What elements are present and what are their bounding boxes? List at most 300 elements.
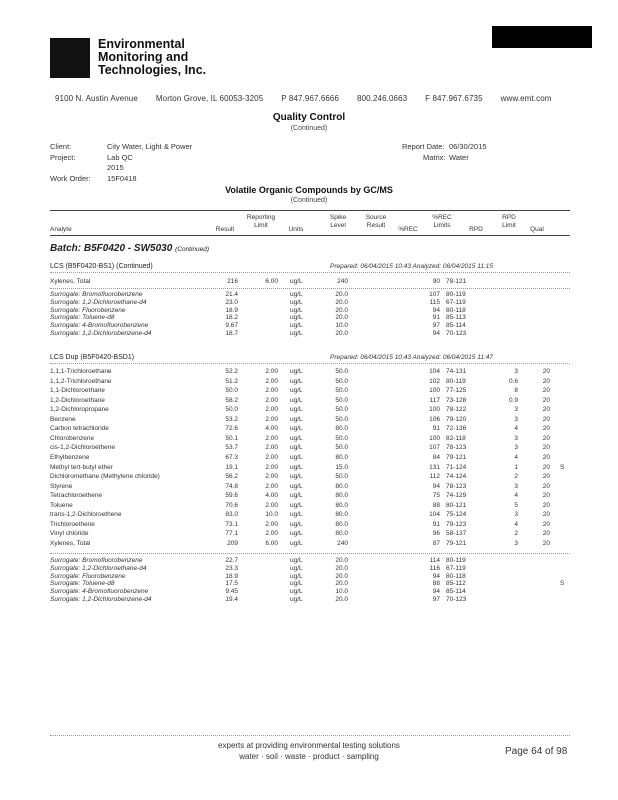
section-title: Volatile Organic Compounds by GC/MS	[225, 185, 393, 195]
lcsd-cell-rpd: 4	[514, 492, 518, 500]
lcs-surrogate-cell-rec: 115	[429, 298, 440, 306]
project-value: Lab QC	[107, 153, 133, 162]
lcsd-cell-analyte: Trichloroethene	[50, 520, 95, 528]
lcs-surrogate-cell-spike: 20.0	[335, 291, 348, 298]
lcsd-cell-spike: 50.0	[335, 377, 348, 385]
lcsd-surrogate-cell-spike: 20.0	[335, 596, 348, 603]
lcsd-row	[50, 530, 570, 539]
lcsd-cell-result: 67.3	[225, 453, 238, 461]
lcsd-row	[50, 492, 570, 501]
lcs-cell-analyte: Xylenes, Total	[50, 278, 91, 285]
lcsd-cell-limits: 77-125	[446, 387, 467, 395]
lcsd-cell-rl: 2.00	[265, 501, 278, 509]
lcsd-cell-rl: 4.00	[265, 492, 278, 500]
lcsd-cell-rl: 2.00	[265, 368, 278, 375]
lcsd-surrogate-cell-units: ug/L	[290, 564, 303, 572]
lcsd-cell-spike: 80.0	[335, 453, 348, 461]
lcs-surrogate-cell-analyte: Surrogate: 1,2-Dichlorobenzene-d4	[50, 330, 152, 337]
lcsd-surrogate-cell-units: ug/L	[290, 580, 303, 588]
lcsd-surrogate-cell-units: ug/L	[290, 588, 303, 596]
lcs-surrogate-cell-result: 18.9	[225, 306, 238, 314]
lcsd-cell-rec: 107	[429, 444, 440, 452]
lcsd-surrogate-cell-rec: 116	[429, 564, 440, 572]
header-rule-top	[50, 210, 570, 211]
lcs-surrogate-cell-rec: 107	[429, 291, 440, 298]
lcsd-cell-units: ug/L	[290, 415, 303, 423]
batch-title: Batch: B5F0420 - SW5030 (Continued)	[50, 243, 210, 254]
lcsd-cell-units: ug/L	[290, 530, 303, 538]
lcs-rule	[50, 272, 570, 273]
lcsd-cell-rpdl: 20	[542, 368, 550, 375]
lcsd-cell-limits: 82-118	[446, 434, 466, 442]
lcs-cell-units: ug/L	[290, 278, 303, 285]
lcsd-cell-analyte: Carbon tetrachloride	[50, 425, 109, 433]
lcsd-cell-spike: 50.0	[335, 434, 348, 442]
lcsd-cell-units: ug/L	[290, 425, 303, 433]
lcsd-cell-limits: 74-124	[446, 473, 467, 481]
footer-tagline: experts at providing environmental testing solutions	[218, 741, 400, 750]
lcsd-cell-result: 53.7	[225, 444, 238, 452]
lcsd-cell-rpdl: 20	[542, 511, 550, 519]
lcsd-surrogate-cell-rec: 114	[429, 557, 440, 564]
lcsd-cell-analyte: 1,1-Dichloroethane	[50, 387, 105, 395]
lcsd-surrogate-cell-result: 19.4	[225, 596, 238, 603]
lcsd-cell-units: ug/L	[290, 387, 303, 395]
lcsd-surrogate-cell-spike: 20.0	[335, 557, 348, 564]
lcsd-cell-result: 77.1	[225, 530, 238, 538]
lcsd-surrogate-cell-result: 23.3	[225, 564, 238, 572]
lcsd-surrogate-row	[50, 596, 570, 605]
address-line: 9100 N. Austin Avenue Morton Grove, IL 60053-3205 P 847.967.6666 800.246.0663 F 847.967.6735 www.emt.com	[55, 94, 552, 103]
lcsd-cell-spike: 80.0	[335, 501, 348, 509]
lcsd-cell-rec: 112	[429, 473, 440, 481]
lcsd-surrogate-cell-limits: 80-119	[446, 557, 466, 564]
lcsd-surrogate-cell-spike: 20.0	[335, 564, 348, 572]
lcsd-cell-analyte: 1,1,1-Trichloroethane	[50, 368, 112, 375]
lcsd-cell-limits: 74-131	[446, 368, 467, 375]
lcs-surrogate-cell-limits: 67-119	[446, 298, 466, 306]
lcsd-cell-limits: 72-136	[446, 425, 467, 433]
lcsd-cell-limits: 79-120	[446, 415, 467, 423]
lcsd-surrogate-cell-rec: 94	[432, 572, 440, 580]
lcsd-surrogate-cell-units: ug/L	[290, 557, 303, 564]
lcsd-cell-rpdl: 20	[542, 501, 550, 509]
lcsd-cell-rl: 2.00	[265, 530, 278, 538]
lcs-surrogate-cell-spike: 20.0	[335, 314, 348, 322]
lcsd-cell-rpdl: 20	[542, 425, 550, 433]
col-rec-limits: %REC Limits	[432, 214, 452, 229]
lcs-surrogate-cell-limits: 85-114	[446, 322, 466, 330]
lcs-cell-rl: 6.00	[265, 278, 278, 285]
lcsd-cell-result: 51.2	[225, 377, 238, 385]
lcs-surrogate-cell-spike: 20.0	[335, 330, 348, 337]
col-reporting-limit: Reporting Limit	[246, 214, 276, 229]
lcsd-cell-spike: 50.0	[335, 368, 348, 375]
lcsd-cell-spike: 50.0	[335, 387, 348, 395]
lcs-surrogate-row	[50, 330, 570, 339]
lcs-surrogate-rule	[50, 288, 570, 289]
lcsd-cell-result: 53.2	[225, 415, 238, 423]
lcsd-cell-rl: 2.00	[265, 482, 278, 490]
lcsd-cell-rpdl: 20	[542, 415, 550, 423]
lcsd-cell-rpd: 2	[514, 473, 518, 481]
lcsd-cell-rpd: 4	[514, 453, 518, 461]
lcsd-cell-rl: 2.00	[265, 520, 278, 528]
lcs-surrogate-cell-spike: 10.0	[335, 322, 348, 330]
lcs-surrogate-cell-limits: 85-113	[446, 314, 466, 322]
lcs-surrogate-cell-result: 18.2	[225, 314, 238, 322]
section-continued: (Continued)	[290, 197, 328, 204]
footer-services: water · soil · waste · product · sampling	[239, 752, 379, 761]
work-order-value: 15F0418	[107, 174, 137, 183]
lcsd-cell-rl: 2.00	[265, 453, 278, 461]
company-logo	[50, 38, 90, 78]
lcsd-cell-rec: 91	[432, 425, 440, 433]
lcsd-cell-rpdl: 20	[542, 539, 550, 547]
lcsd-surrogate-cell-limits: 67-119	[446, 564, 466, 572]
lcsd-cell-limits: 73-128	[446, 396, 467, 404]
lcs-surrogate-cell-result: 21.4	[225, 291, 238, 298]
lcsd-cell-rec: 100	[429, 406, 440, 414]
lcsd-cell-limits: 79-121	[446, 453, 467, 461]
lcsd-cell-limits: 80-119	[446, 377, 466, 385]
lcsd-cell-result: 73.1	[225, 520, 238, 528]
lcsd-cell-rpd: 5	[514, 501, 518, 509]
lcsd-cell-result: 52.2	[225, 368, 238, 375]
lcsd-cell-analyte: trans-1,2-Dichloroethene	[50, 511, 122, 519]
lcsd-cell-rpd: 8	[514, 387, 518, 395]
lcs-surrogate-cell-rec: 97	[432, 322, 440, 330]
lcsd-surrogate-cell-analyte: Surrogate: Bromofluorobenzene	[50, 557, 143, 564]
col-qualifier: Qual	[530, 226, 544, 233]
lcs-surrogate-cell-rec: 94	[432, 330, 440, 337]
lcsd-cell-limits: 74-129	[446, 492, 467, 500]
lcsd-cell-units: ug/L	[290, 406, 303, 414]
lcsd-cell-limits: 79-121	[446, 539, 467, 547]
lcsd-cell-rpd: 4	[514, 425, 518, 433]
lcsd-cell-analyte: cis-1,2-Dichloroethene	[50, 444, 116, 452]
lcsd-cell-rpd: 3	[514, 444, 518, 452]
lcsd-cell-limits: 78-123	[446, 482, 467, 490]
lcsd-cell-rec: 75	[432, 492, 440, 500]
lcsd-cell-result: 70.6	[225, 501, 238, 509]
lcs-cell-rec: 90	[432, 278, 440, 285]
lcsd-surrogate-cell-limits: 70-123	[446, 596, 467, 603]
lcsd-surrogate-cell-result: 9.45	[225, 588, 238, 596]
lcsd-surrogate-cell-spike: 20.0	[335, 572, 348, 580]
lcsd-cell-spike: 50.0	[335, 406, 348, 414]
lcsd-surrogate-cell-result: 17.5	[225, 580, 238, 588]
lcsd-cell-result: 56.2	[225, 473, 238, 481]
lcsd-cell-rpd: 3	[514, 511, 518, 519]
client-label: Client:	[50, 142, 72, 151]
lcsd-cell-analyte: 1,2-Dichloroethane	[50, 396, 105, 404]
col-rec: %REC	[398, 226, 418, 233]
lcs-surrogate-cell-spike: 20.0	[335, 306, 348, 314]
lcsd-cell-result: 50.0	[225, 387, 238, 395]
lcsd-cell-spike: 80.0	[335, 482, 348, 490]
lcsd-cell-limits: 80-121	[446, 501, 467, 509]
page-number: Page 64 of 98	[505, 746, 568, 757]
lcsd-surrogate-cell-analyte: Surrogate: 4-Bromofluorobenzene	[50, 588, 149, 596]
lcsd-cell-rpd: 0.9	[508, 396, 518, 404]
lcsd-cell-rec: 84	[432, 453, 440, 461]
lcs-surrogate-cell-analyte: Surrogate: Bromofluorobenzene	[50, 291, 143, 298]
lcsd-cell-spike: 50.0	[335, 396, 348, 404]
lcsd-cell-rpdl: 20	[542, 482, 550, 490]
client-value: City Water, Light & Power	[107, 142, 193, 151]
lcsd-cell-units: ug/L	[290, 482, 303, 490]
lcsd-cell-rec: 96	[432, 530, 440, 538]
lcsd-cell-result: 19.1	[225, 463, 238, 471]
lcsd-cell-rec: 100	[429, 387, 440, 395]
lcs-surrogate-cell-units: ug/L	[290, 314, 303, 322]
lcsd-cell-rpdl: 20	[542, 434, 550, 442]
lcsd-row	[50, 464, 570, 473]
lcsd-cell-rpdl: 20	[542, 463, 550, 471]
lcsd-cell-rec: 100	[429, 434, 440, 442]
lcsd-cell-units: ug/L	[290, 463, 303, 471]
lcsd-surrogate-cell-limits: 80-118	[446, 572, 466, 580]
lcsd-cell-rl: 6.00	[265, 539, 278, 547]
lcs-surrogate-cell-units: ug/L	[290, 291, 303, 298]
lcsd-cell-limits: 71-124	[446, 463, 467, 471]
lcs-surrogate-cell-limits: 80-118	[446, 306, 466, 314]
lcsd-cell-rl: 4.00	[265, 425, 278, 433]
lcs-surrogate-cell-analyte: Surrogate: Toluene-d8	[50, 314, 115, 322]
lcsd-row	[50, 502, 570, 511]
lcsd-cell-result: 209	[227, 539, 238, 547]
lcsd-surrogate-cell-units: ug/L	[290, 572, 303, 580]
lcsd-surrogate-cell-spike: 10.0	[335, 588, 348, 596]
lcsd-rule	[50, 363, 570, 364]
lcsd-cell-units: ug/L	[290, 473, 303, 481]
lcsd-cell-result: 59.6	[225, 492, 238, 500]
lcs-surrogate-cell-units: ug/L	[290, 298, 303, 306]
lcsd-cell-rl: 2.00	[265, 415, 278, 423]
lcsd-row	[50, 425, 570, 434]
lcsd-cell-rl: 2.00	[265, 434, 278, 442]
lcsd-row	[50, 511, 570, 520]
lcsd-cell-rpd: 0.6	[508, 377, 518, 385]
lcsd-surrogate-cell-units: ug/L	[290, 596, 303, 603]
lcsd-cell-analyte: Toluene	[50, 501, 73, 509]
lcsd-cell-units: ug/L	[290, 539, 303, 547]
lcsd-cell-rpd: 3	[514, 415, 518, 423]
report-continued: (Continued)	[290, 125, 328, 132]
lcsd-row	[50, 483, 570, 492]
lcsd-cell-rl: 2.00	[265, 444, 278, 452]
lcs-surrogate-cell-result: 18.7	[225, 330, 238, 337]
lcsd-cell-rl: 2.00	[265, 387, 278, 395]
lcsd-cell-analyte: Benzene	[50, 415, 76, 423]
lcsd-cell-analyte: Chlorobenzene	[50, 434, 95, 442]
lcs-surrogate-cell-limits: 70-123	[446, 330, 467, 337]
header-rule-bottom	[50, 235, 570, 236]
lcs-surrogate-cell-result: 9.67	[225, 322, 238, 330]
lcsd-cell-result: 50.0	[225, 406, 238, 414]
lcsd-cell-limits: 75-124	[446, 511, 467, 519]
lcsd-cell-result: 74.8	[225, 482, 238, 490]
lcsd-cell-rpd: 3	[514, 482, 518, 490]
lcsd-cell-rl: 2.00	[265, 463, 278, 471]
lcsd-surrogate-rule	[50, 553, 570, 554]
lcs-prepared: Prepared: 06/04/2015 10:43 Analyzed: 06/04/2015 11:15	[330, 263, 493, 270]
lcsd-cell-rec: 117	[429, 396, 440, 404]
lcsd-cell-rec: 106	[429, 415, 440, 423]
lcsd-cell-rec: 94	[432, 482, 440, 490]
project-year: 2015	[107, 163, 124, 172]
lcsd-cell-units: ug/L	[290, 434, 303, 442]
lcsd-cell-units: ug/L	[290, 377, 303, 385]
col-spike-level: Spike Level	[329, 214, 347, 229]
lcsd-cell-limits: 79-123	[446, 520, 467, 528]
lcs-header: LCS (B5F0420-BS1) (Continued)	[50, 263, 153, 270]
lcsd-header: LCS Dup (B5F0420-BSD1)	[50, 354, 135, 361]
lcsd-cell-rl: 2.00	[265, 377, 278, 385]
lcsd-cell-spike: 80.0	[335, 492, 348, 500]
lcsd-cell-analyte: 1,2-Dichloropropane	[50, 406, 109, 414]
lcsd-cell-rpdl: 20	[542, 396, 550, 404]
project-label: Project:	[50, 153, 76, 162]
lcsd-cell-analyte: Dichloromethane (Methylene chloride)	[50, 473, 160, 481]
redaction-block	[492, 26, 592, 48]
lcs-surrogate-cell-rec: 91	[432, 314, 440, 322]
col-analyte: Analyte	[50, 226, 72, 233]
lcsd-cell-rec: 131	[429, 463, 440, 471]
lcs-row	[50, 278, 570, 287]
lcsd-cell-spike: 80.0	[335, 511, 348, 519]
lcs-cell-spike: 240	[337, 278, 348, 285]
lcsd-cell-analyte: 1,1,2-Trichloroethane	[50, 377, 112, 385]
lcsd-cell-rpd: 4	[514, 520, 518, 528]
lcs-surrogate-cell-result: 23.0	[225, 298, 238, 306]
col-source-result: Source Result	[365, 214, 387, 229]
lcsd-surrogate-cell-rec: 97	[432, 596, 440, 603]
report-date-label: Report Date:	[402, 142, 445, 151]
lcs-surrogate-cell-units: ug/L	[290, 330, 303, 337]
lcsd-cell-rec: 87	[432, 539, 440, 547]
lcsd-cell-units: ug/L	[290, 501, 303, 509]
lcsd-cell-units: ug/L	[290, 511, 303, 519]
lcsd-cell-rl: 10.0	[265, 511, 278, 519]
lcsd-cell-rec: 88	[432, 501, 440, 509]
lcsd-surrogate-cell-analyte: Surrogate: Fluorobenzene	[50, 572, 126, 580]
lcsd-row	[50, 521, 570, 530]
col-rpd-limit: RPD Limit	[502, 214, 516, 229]
lcsd-cell-result: 72.6	[225, 425, 238, 433]
lcsd-cell-rpd: 1	[514, 463, 518, 471]
lcs-surrogate-cell-analyte: Surrogate: 4-Bromofluorobenzene	[50, 322, 149, 330]
lcsd-cell-rpdl: 20	[542, 406, 550, 414]
lcsd-cell-rec: 102	[429, 377, 440, 385]
lcsd-cell-spike: 80.0	[335, 530, 348, 538]
lcsd-surrogate-cell-rec: 88	[432, 580, 440, 588]
lcsd-cell-rec: 91	[432, 520, 440, 528]
lcsd-cell-result: 58.2	[225, 396, 238, 404]
lcsd-surrogate-cell-limits: 85-114	[446, 588, 466, 596]
lcsd-cell-spike: 80.0	[335, 520, 348, 528]
lcsd-cell-rpd: 3	[514, 368, 518, 375]
lcsd-cell-limits: 58-137	[446, 530, 467, 538]
lcsd-cell-analyte: Methyl tert-butyl ether	[50, 463, 113, 471]
lcsd-row	[50, 454, 570, 463]
lcsd-surrogate-cell-result: 18.9	[225, 572, 238, 580]
lcs-surrogate-cell-units: ug/L	[290, 306, 303, 314]
lcsd-surrogate-cell-result: 22.7	[225, 557, 238, 564]
lcsd-cell-spike: 80.0	[335, 425, 348, 433]
lcsd-surrogate-cell-limits: 85-112	[446, 580, 466, 588]
lcsd-cell-analyte: Tetrachloroethene	[50, 492, 103, 500]
lcsd-surrogate-cell-analyte: Surrogate: Toluene-d8	[50, 580, 115, 588]
lcs-surrogate-cell-units: ug/L	[290, 322, 303, 330]
lcsd-cell-rl: 2.00	[265, 396, 278, 404]
lcsd-row	[50, 387, 570, 396]
lcsd-cell-rl: 2.00	[265, 406, 278, 414]
lcsd-surrogate-cell-analyte: Surrogate: 1,2-Dichloroethane-d4	[50, 564, 147, 572]
matrix-label: Matrix:	[423, 153, 446, 162]
lcsd-row	[50, 473, 570, 482]
lcsd-row	[50, 540, 570, 549]
lcsd-cell-rl: 2.00	[265, 473, 278, 481]
report-date-value: 06/30/2015	[449, 142, 487, 151]
lcsd-cell-analyte: Styrene	[50, 482, 73, 490]
lcsd-surrogate-cell-rec: 94	[432, 588, 440, 596]
lcsd-cell-rpdl: 20	[542, 377, 550, 385]
lcsd-cell-result: 83.0	[225, 511, 238, 519]
lcsd-cell-rpdl: 20	[542, 473, 550, 481]
lcsd-cell-units: ug/L	[290, 520, 303, 528]
work-order-label: Work Order:	[50, 174, 91, 183]
lcsd-row	[50, 368, 570, 377]
lcsd-cell-spike: 240	[337, 539, 348, 547]
lcs-surrogate-cell-analyte: Surrogate: Fluorobenzene	[50, 306, 126, 314]
lcsd-cell-units: ug/L	[290, 492, 303, 500]
lcsd-row	[50, 397, 570, 406]
lcsd-surrogate-cell-spike: 20.0	[335, 580, 348, 588]
col-result: Result	[215, 226, 235, 233]
lcsd-cell-analyte: Xylenes, Total	[50, 539, 91, 547]
lcsd-cell-rec: 104	[429, 368, 440, 375]
company-name: Environmental Monitoring and Technologies, Inc.	[98, 37, 207, 77]
lcsd-cell-rpdl: 20	[542, 387, 550, 395]
lcsd-row	[50, 444, 570, 453]
lcs-cell-limits: 78-121	[446, 278, 467, 285]
matrix-value: Water	[449, 153, 469, 162]
lcsd-cell-units: ug/L	[290, 453, 303, 461]
lcsd-cell-rpd: 3	[514, 406, 518, 414]
lcsd-cell-q: S	[560, 463, 565, 471]
lcs-surrogate-cell-limits: 80-119	[446, 291, 466, 298]
lcsd-cell-spike: 50.0	[335, 473, 348, 481]
lcsd-cell-rpdl: 20	[542, 530, 550, 538]
lcsd-cell-rec: 104	[429, 511, 440, 519]
lcsd-cell-analyte: Vinyl chloride	[50, 530, 89, 538]
lcsd-cell-spike: 50.0	[335, 444, 348, 452]
lcsd-row	[50, 406, 570, 415]
lcsd-cell-units: ug/L	[290, 396, 303, 404]
lcsd-row	[50, 378, 570, 387]
lcsd-cell-limits: 78-122	[446, 406, 467, 414]
lcs-surrogate-cell-rec: 94	[432, 306, 440, 314]
footer-rule	[50, 735, 570, 736]
col-units: Units	[288, 226, 304, 233]
lcsd-cell-analyte: Ethylbenzene	[50, 453, 90, 461]
lcsd-cell-rpdl: 20	[542, 492, 550, 500]
lcsd-cell-units: ug/L	[290, 368, 303, 375]
lcsd-cell-rpd: 2	[514, 530, 518, 538]
report-title: Quality Control	[272, 112, 346, 123]
